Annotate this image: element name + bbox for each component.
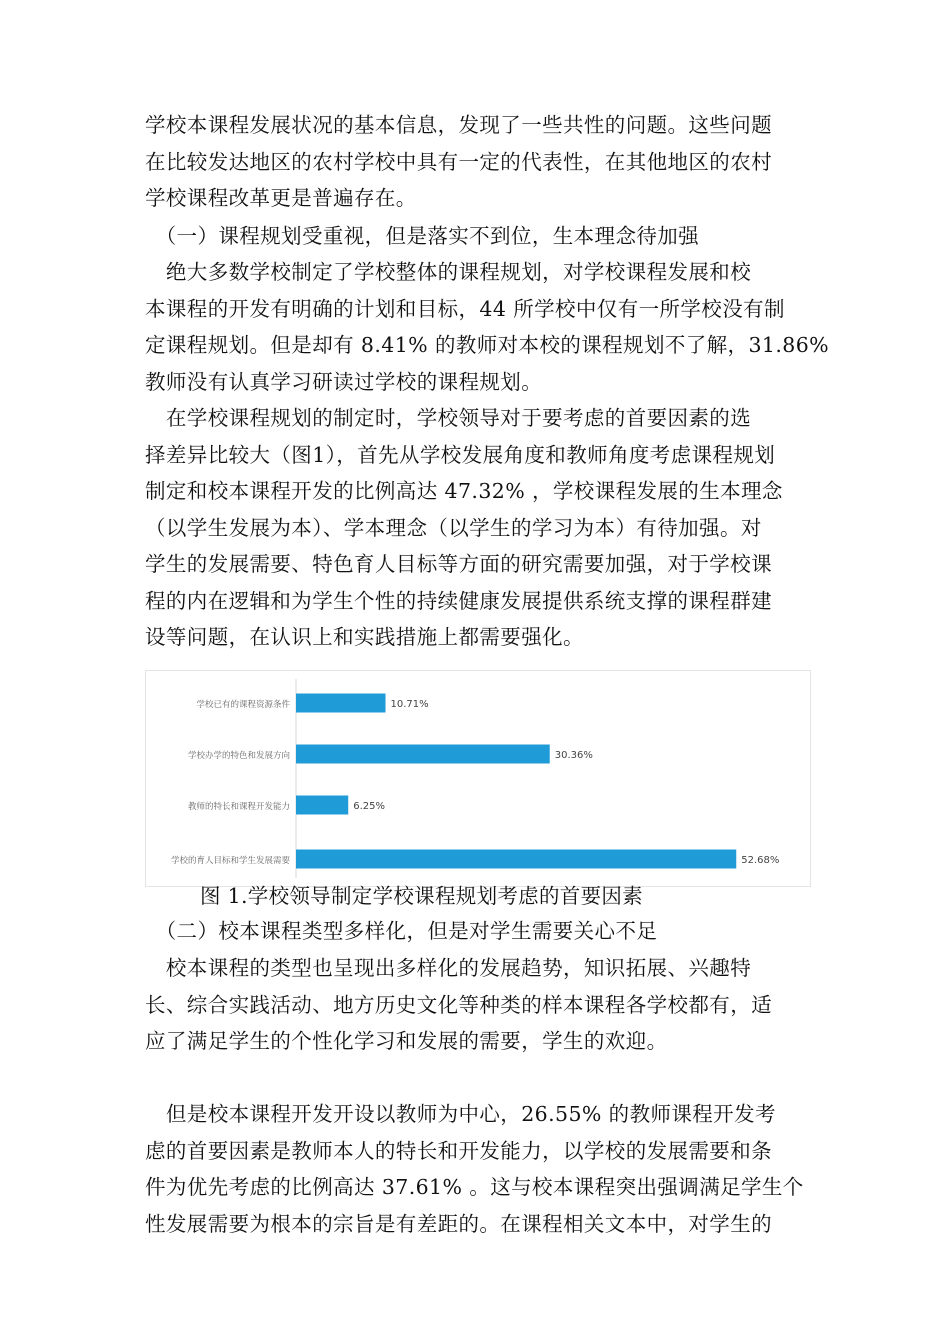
bar-chart-svg — [146, 671, 810, 886]
bar — [296, 850, 736, 869]
text-line: 校本课程的类型也呈现出多样化的发展趋势，知识拓展、兴趣特 — [145, 956, 752, 980]
section-heading-2 — [145, 913, 810, 950]
text-line: （一）课程规划受重视，但是落实不到位，生本理念待加强 — [145, 224, 700, 248]
category-label: 学校的育人目标和学生发展需要 — [170, 856, 290, 866]
bar-chart — [145, 670, 811, 887]
text-line: 学校本课程发展状况的基本信息，发现了一些共性的问题。这些问题 — [145, 113, 772, 137]
value-label: 52.68% — [741, 855, 780, 866]
text-line: 绝大多数学校制定了学校整体的课程规划，对学校课程发展和校 — [145, 260, 752, 284]
text-line: （以学生发展为本）、学本理念（以学生的学习为本）有待加强。对 — [145, 515, 762, 540]
bar — [296, 694, 386, 713]
text-line: 在比较发达地区的农村学校中具有一定的代表性，在其他地区的农村 — [145, 149, 772, 174]
figure-caption: 图 1.学校领导制定学校课程规划考虑的首要因素 — [200, 884, 643, 908]
bar — [296, 796, 348, 815]
paragraph-3 — [145, 950, 810, 1060]
text-line: 教师没有认真学习研读过学校的课程规划。 — [145, 369, 543, 394]
text-line: 定课程规划。但是却有 8.41% 的教师对本校的课程规划不了解，31.86% — [145, 333, 830, 357]
paragraph-intro — [145, 107, 810, 217]
value-label: 10.71% — [390, 699, 429, 710]
value-label: 30.36% — [554, 750, 593, 761]
bar — [296, 745, 550, 764]
value-label: 6.25% — [353, 801, 386, 812]
paragraph-4 — [145, 1096, 810, 1242]
text-line: 虑的首要因素是教师本人的特长和开发能力，以学校的发展需要和条 — [145, 1138, 772, 1163]
section-heading-1 — [145, 218, 810, 255]
category-label: 学校办学的特色和发展方向 — [187, 751, 290, 761]
text-line: 择差异比较大（图1），首先从学校发展角度和教师角度考虑课程规划 — [145, 442, 776, 467]
text-line: 程的内在逻辑和为学生个性的持续健康发展提供系统支撑的课程群建 — [145, 588, 772, 613]
text-line: 设等问题，在认识上和实践措施上都需要强化。 — [145, 625, 584, 649]
category-label: 教师的特长和课程开发能力 — [187, 802, 290, 812]
text-line: 制定和校本课程开发的比例高达 47.32% ，学校课程发展的生本理念 — [145, 479, 783, 503]
text-line: 应了满足学生的个性化学习和发展的需要，学生的欢迎。 — [145, 1029, 668, 1053]
text-line: 长、综合实践活动、地方历史文化等种类的样本课程各学校都有，适 — [145, 992, 772, 1017]
text-line: 但是校本课程开发开设以教师为中心，26.55% 的教师课程开发考 — [145, 1102, 776, 1126]
text-line: 在学校课程规划的制定时，学校领导对于要考虑的首要因素的选 — [145, 406, 752, 430]
text-line: 本课程的开发有明确的计划和目标，44 所学校中仅有一所学校没有制 — [145, 296, 785, 321]
category-label: 学校已有的课程资源条件 — [196, 700, 290, 710]
text-line: 学校课程改革更是普遍存在。 — [145, 186, 417, 210]
paragraph-2 — [145, 400, 810, 656]
text-line: 性发展需要为根本的宗旨是有差距的。在课程相关文本中，对学生的 — [145, 1211, 772, 1236]
text-line: 件为优先考虑的比例高达 37.61% 。这与校本课程突出强调满足学生个 — [145, 1175, 804, 1199]
text-line: 学生的发展需要、特色育人目标等方面的研究需要加强，对于学校课 — [145, 552, 772, 576]
text-line: （二）校本课程类型多样化，但是对学生需要关心不足 — [145, 919, 658, 943]
paragraph-1 — [145, 254, 830, 400]
